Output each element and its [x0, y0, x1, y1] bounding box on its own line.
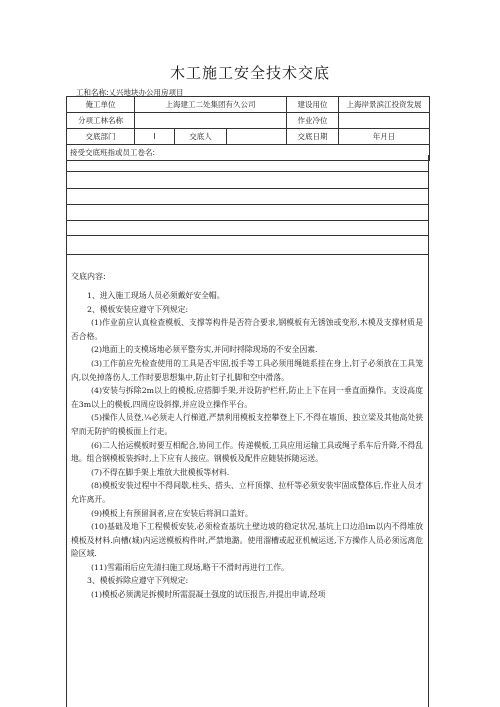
- content-label: 交底内容:: [71, 272, 106, 281]
- content-paragraph: (10)基础及地下工程模板安装,必须检查基坑土壁边坡的稳定状况,基坑上口边沿lm以内不得堆放模板及材料.向槽(城)内运送模板构件时,严禁地潞。使用溜槽或起亚机械运送,下方操作人员必须远离危险区域.: [71, 522, 423, 559]
- subitem-name-label: 分项工林名称: [67, 113, 135, 129]
- work-location-value: [339, 113, 430, 129]
- content-paragraph: (2)地面上的支模场地必须平整夯实,并同时捋除现场的不安全因素.: [91, 345, 318, 355]
- department-label: 交底部门: [67, 129, 135, 145]
- content-paragraph: 2、模板安装应遵守下列规定:: [87, 304, 189, 314]
- date-value: 年月日: [339, 129, 430, 145]
- content-paragraph: (3)工作前应先检查使用的工具是否牢固,扳手等工具必须用绳链系挂在身上,钉子必须放在工具笼内,以免掉落伤人,工作时要思想集中,防止钉子扎脚和空中滑落。: [71, 358, 423, 382]
- content-paragraph: (5)操作人员登,¼必须走人行梯道,严禁利用模板支控攀登上下,不得在墙顶、独立梁及其他高处狭窄而无防护的模板面上行走。: [71, 413, 423, 436]
- content-section: [66, 255, 429, 707]
- building-unit-label: 建设用位: [287, 97, 339, 113]
- header-table: [66, 96, 430, 161]
- content-paragraph: (4)安装与拆除2m以上的模板,应搭脚手架,并设防护栏杆,防止上下在同一垂直面操作。支设高度在3m以上的模板,四周应设斜撑,并应设立操作平台。: [71, 386, 423, 409]
- content-paragraph: (1)作业前应认真检查模板、支撑等构件是否符合要求,钢模板有无锈蚀或变形,木模及支撑材质是否合格。: [71, 318, 423, 341]
- subitem-name-value: [135, 113, 287, 129]
- content-paragraph: (8)模板安装过程中不得间歇,柱头、搭头、立杆顶撑、拉杆等必须安装牢固成整体后,作业人员才允许离开。: [71, 481, 423, 504]
- signature-line: [66, 172, 429, 189]
- content-paragraphs: [71, 289, 423, 602]
- date-label: 交底日期: [287, 129, 339, 145]
- briefer-value: [227, 129, 287, 145]
- building-unit-value: 上海岸景滨江投资发展: [339, 97, 430, 113]
- work-location-label: 作业冷位: [287, 113, 339, 129]
- signature-line: [66, 189, 429, 205]
- content-paragraph: (9)模板上有预留洞者,应在安装后将洞口盖好。: [91, 508, 253, 518]
- signature-line: [66, 221, 429, 236]
- table-row: [67, 129, 430, 145]
- content-paragraph: (11)雪霜雨后应先清扫施工现场,略干不滑时再进行工作。: [91, 562, 289, 572]
- construction-unit-label: 俺工单位: [67, 97, 135, 113]
- signature-lines: [66, 155, 429, 255]
- department-value: I: [135, 129, 175, 145]
- signature-line: [66, 205, 429, 221]
- document-title: 木工施工安全技术交底: [169, 64, 330, 82]
- table-row: [67, 97, 430, 113]
- content-paragraph: (1)模板必须满足拆模时所需混凝土强度的试压报告,并提出申请,经项: [91, 590, 326, 600]
- content-paragraph: (7)不得在脚手架上堆放大批模板等材料.: [91, 467, 230, 477]
- signature-line: [66, 236, 429, 255]
- table-row: [67, 113, 430, 129]
- project-name-line: 工和名称:乂兴地块办公用房项目: [76, 88, 184, 97]
- content-paragraph: (6)二人抬运模板时要互相配合,协同工作。传递模板,工具应用运输工具或绳子系车后升降,不得乱地。组合钢模板装拆时,上下应有人接应。钢模板及配件应随装拆随运送。: [71, 440, 423, 464]
- content-paragraph: 1、进入施工现场人员必须戴好安全帽。: [87, 291, 225, 300]
- briefer-label: 交底人: [175, 129, 227, 145]
- content-paragraph: 3、模板拆除应遵守下列规定:: [87, 576, 189, 586]
- signature-line: [66, 155, 429, 172]
- construction-unit-value: 上海建工二处集团有久公司: [135, 97, 287, 113]
- recipients-label: 接受交底班指或员工卷名:: [67, 145, 430, 161]
